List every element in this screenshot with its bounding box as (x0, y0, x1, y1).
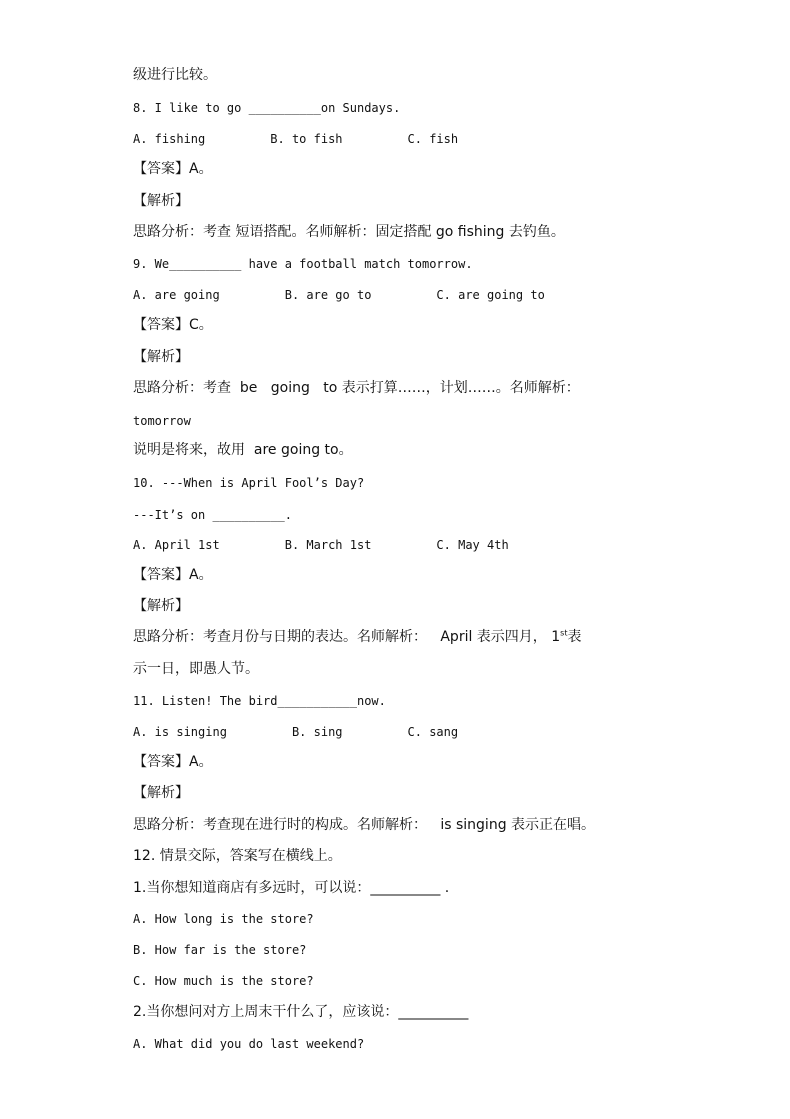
analysis-label: 【解析】 (133, 193, 189, 209)
analysis-label: 【解析】 (133, 598, 189, 614)
options-10: A. April 1st B. March 1st C. May 4th (133, 538, 509, 552)
answer-label: 【答案】A。 (133, 754, 213, 770)
analysis-text: 思路分析：考查 be going to 表示打算……，计划……。名师解析： (133, 380, 580, 396)
analysis-label: 【解析】 (133, 785, 189, 801)
options-8: A. fishing B. to fish C. fish (133, 132, 459, 146)
superscript: st (560, 628, 568, 638)
question-9: 9. We__________ have a football match tomorrow. (133, 257, 473, 271)
analysis-text-part: 思路分析：考查月份与日期的表达。名师解析： April 表示四月， 1 (133, 629, 561, 645)
answer-label: 【答案】C。 (133, 317, 213, 333)
option-a: A. How long is the store? (133, 912, 314, 926)
option-a: A. What did you do last weekend? (133, 1037, 365, 1051)
analysis-text-part: 表 (567, 629, 582, 645)
analysis-label: 【解析】 (133, 349, 189, 365)
analysis-text: 示一日，即愚人节。 (133, 661, 259, 677)
answer-label: 【答案】A。 (133, 567, 213, 583)
analysis-text: 说明是将来，故用 are going to。 (133, 442, 353, 458)
option-c: C. How much is the store? (133, 974, 314, 988)
question-8: 8. I like to go __________on Sundays. (133, 101, 401, 115)
sub-question-1: 1.当你想知道商店有多远时，可以说：__________ . (133, 880, 450, 896)
question-10: 10. ---When is April Fool’s Day? (133, 476, 365, 490)
answer-label: 【答案】A。 (133, 161, 213, 177)
analysis-text: 思路分析：考查 短语搭配。名师解析：固定搭配 go fishing 去钓鱼。 (133, 224, 565, 240)
sub-question-2: 2.当你想问对方上周末干什么了，应该说：__________ (133, 1004, 469, 1020)
option-b: B. How far is the store? (133, 943, 307, 957)
text-line: 级进行比较。 (133, 67, 217, 83)
analysis-text: tomorrow (133, 414, 191, 428)
options-11: A. is singing B. sing C. sang (133, 725, 459, 739)
analysis-text (133, 628, 581, 646)
question-12: 12. 情景交际，答案写在横线上。 (133, 848, 342, 864)
question-11: 11. Listen! The bird___________now. (133, 694, 386, 708)
analysis-text: 思路分析：考查现在进行时的构成。名师解析： is singing 表示正在唱。 (133, 817, 596, 833)
question-10-reply: ---It’s on __________. (133, 508, 292, 522)
options-9: A. are going B. are go to C. are going to (133, 288, 545, 302)
